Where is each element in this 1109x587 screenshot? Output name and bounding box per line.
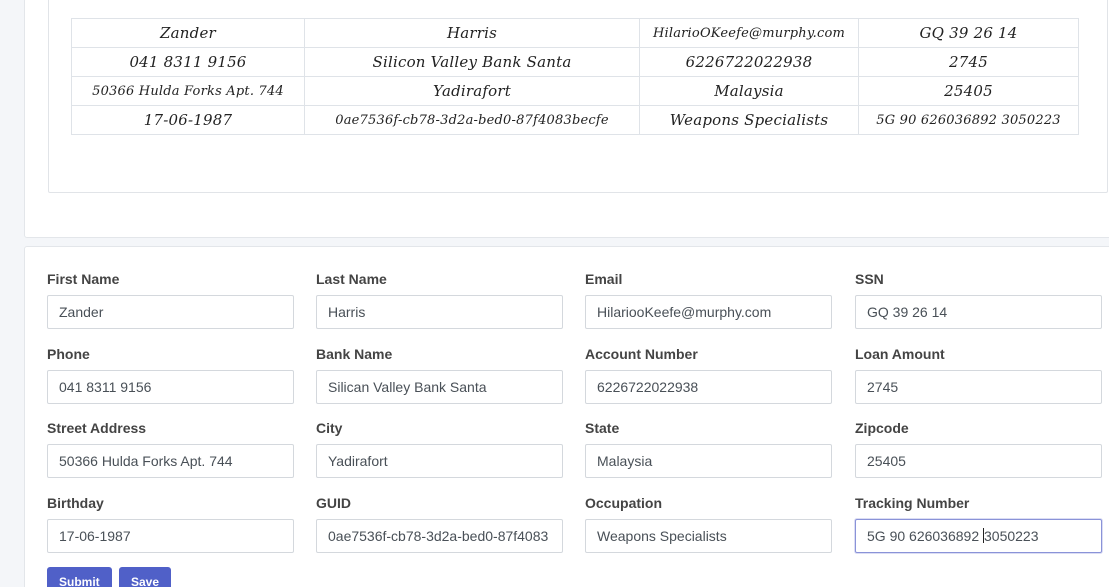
account-number-input[interactable]: 6226722022938 [585,370,832,404]
street-address-input[interactable]: 50366 Hulda Forks Apt. 744 [47,444,294,478]
tracking-number-label: Tracking Number [855,495,970,511]
ssn-group [855,271,1103,329]
phone-input[interactable]: 041 8311 9156 [47,370,294,404]
email-group [585,271,833,329]
save-button[interactable]: Save [119,567,171,587]
phone-label: Phone [47,346,90,362]
occupation-input[interactable]: Weapons Specialists [585,519,832,553]
guid-input[interactable]: 0ae7536f-cb78-3d2a-bed0-87f4083 [316,519,563,553]
first-name-group [47,271,295,329]
phone-group [47,346,295,404]
document-table [71,18,1079,135]
table-cell: Weapons Specialists [640,106,859,135]
table-cell: Harris [305,19,640,48]
table-cell: GQ 39 26 14 [859,19,1079,48]
state-input[interactable]: Malaysia [585,444,832,478]
guid-group [316,495,564,553]
occupation-label: Occupation [585,495,663,511]
table-cell: Silicon Valley Bank Santa [305,48,640,77]
birthday-group [47,495,295,553]
last-name-label: Last Name [316,271,387,287]
street-address-group [47,420,295,478]
loan-amount-label: Loan Amount [855,346,945,362]
bank-name-group [316,346,564,404]
table-cell: 5G 90 626036892 3050223 [859,106,1079,135]
document-card [24,0,1109,238]
guid-label: GUID [316,495,351,511]
table-cell: Zander [72,19,305,48]
table-cell: HilarioOKeefe@murphy.com [640,19,859,48]
first-name-input[interactable]: Zander [47,295,294,329]
street-address-label: Street Address [47,420,147,436]
state-group [585,420,833,478]
table-row [72,48,1079,77]
tracking-number-input[interactable] [855,519,1102,553]
city-label: City [316,420,343,436]
last-name-group [316,271,564,329]
zipcode-input[interactable]: 25405 [855,444,1102,478]
table-row [72,19,1079,48]
table-cell: 041 8311 9156 [72,48,305,77]
birthday-label: Birthday [47,495,104,511]
state-label: State [585,420,620,436]
ssn-input[interactable]: GQ 39 26 14 [855,295,1102,329]
birthday-input[interactable]: 17-06-1987 [47,519,294,553]
tracking-number-value-start: 5G 90 626036892 [867,528,983,544]
loan-amount-group [855,346,1103,404]
table-cell: 2745 [859,48,1079,77]
last-name-input[interactable]: Harris [316,295,563,329]
city-group [316,420,564,478]
table-cell: 50366 Hulda Forks Apt. 744 [72,77,305,106]
bank-name-input[interactable]: Silican Valley Bank Santa [316,370,563,404]
occupation-group [585,495,833,553]
table-cell: 0ae7536f-cb78-3d2a-bed0-87f4083becfe [305,106,640,135]
table-cell: 17-06-1987 [72,106,305,135]
first-name-label: First Name [47,271,120,287]
email-label: Email [585,271,623,287]
account-number-label: Account Number [585,346,698,362]
table-row [72,77,1079,106]
city-input[interactable]: Yadirafort [316,444,563,478]
loan-amount-input[interactable]: 2745 [855,370,1102,404]
bank-name-label: Bank Name [316,346,393,362]
document-image-panel [48,0,1108,193]
tracking-number-group [855,495,1103,553]
ssn-label: SSN [855,271,884,287]
submit-button[interactable]: Submit [47,567,112,587]
table-row [72,106,1079,135]
table-cell: Yadirafort [305,77,640,106]
table-cell: 6226722022938 [640,48,859,77]
tracking-number-value-end: 3050223 [984,528,1039,544]
table-cell: Malaysia [640,77,859,106]
table-cell: 25405 [859,77,1079,106]
account-number-group [585,346,833,404]
zipcode-label: Zipcode [855,420,909,436]
zipcode-group [855,420,1103,478]
email-input[interactable]: HilariooKeefe@murphy.com [585,295,832,329]
